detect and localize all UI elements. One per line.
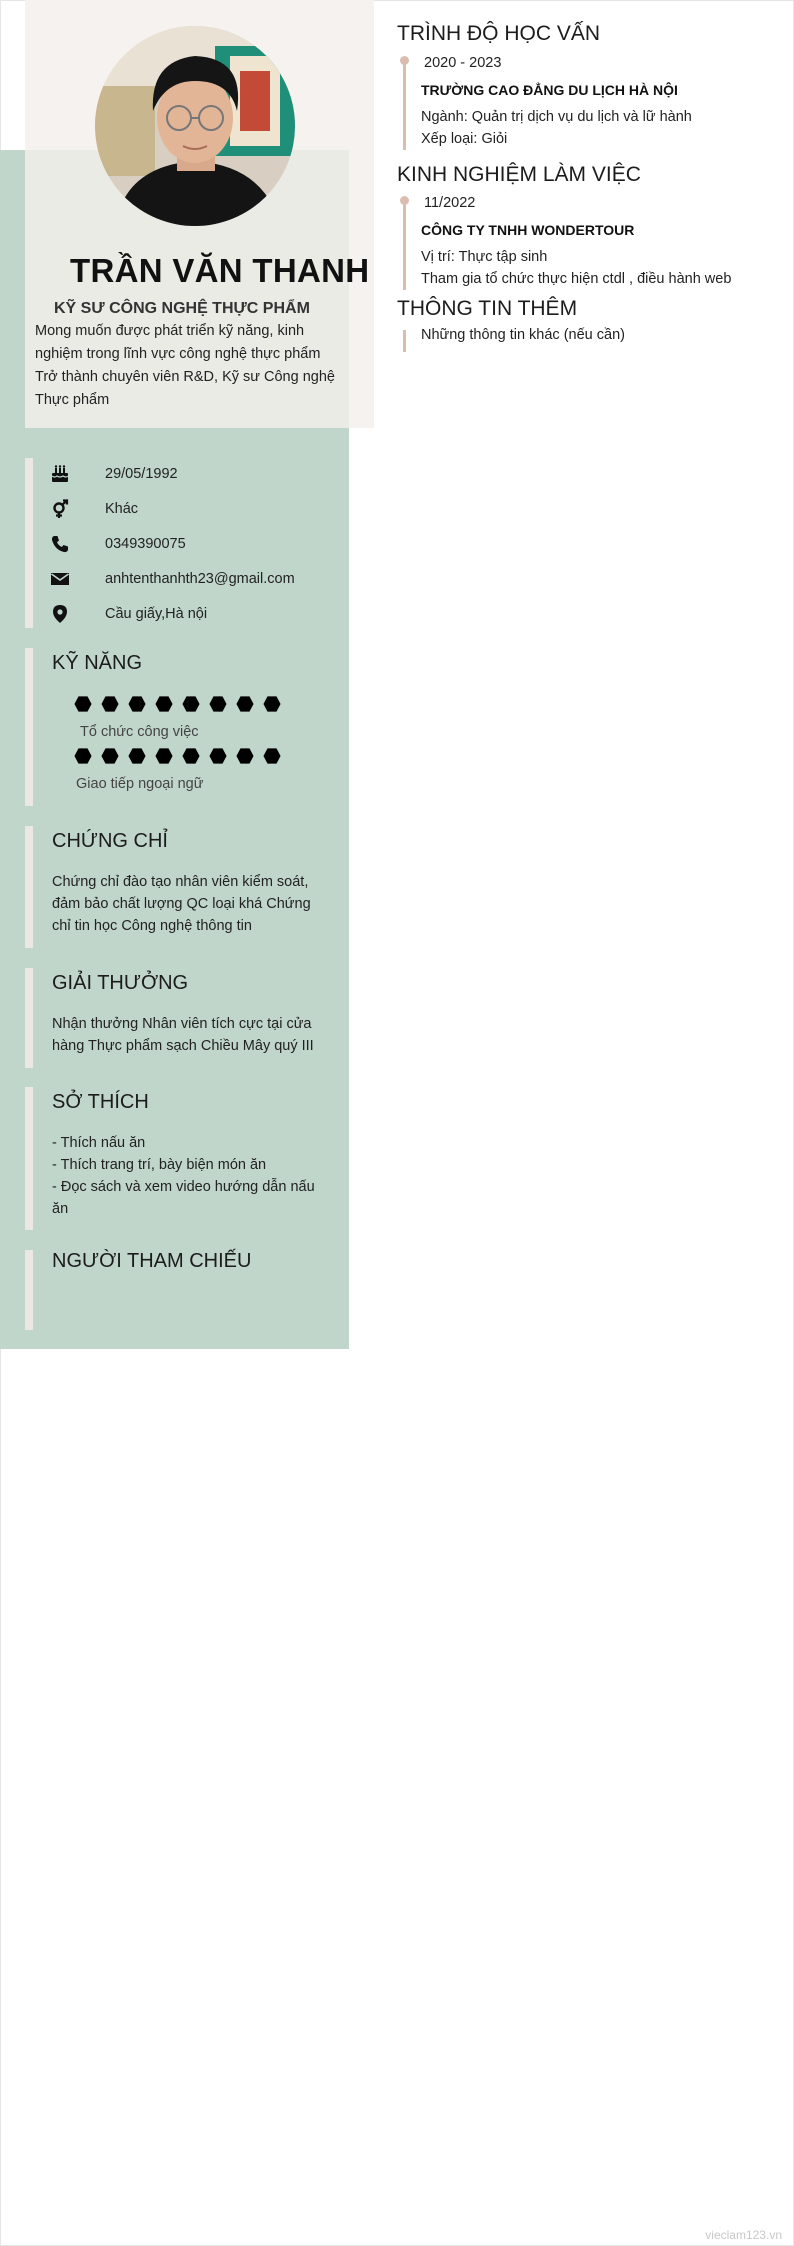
candidate-name: TRẦN VĂN THANH: [70, 252, 370, 289]
location-pin-icon: [50, 604, 70, 624]
additional-text: Những thông tin khác (nếu cần): [421, 327, 625, 343]
contact-section: [25, 458, 325, 628]
rating-hexagon: [263, 747, 281, 765]
hobbies-section: [25, 1087, 325, 1230]
awards-title: GIẢI THƯỞNG: [52, 972, 189, 994]
education-school: TRƯỜNG CAO ĐẲNG DU LỊCH HÀ NỘI: [421, 82, 678, 98]
section-bar: [25, 648, 33, 806]
references-title: NGƯỜI THAM CHIẾU: [52, 1250, 252, 1272]
rating-hexagon: [128, 695, 146, 713]
rating-hexagon: [155, 747, 173, 765]
education-major: Ngành: Quản trị dịch vụ du lịch và lữ hành: [421, 109, 692, 125]
timeline-line: [403, 198, 406, 290]
rating-hexagon: [128, 747, 146, 765]
career-objective: Mong muốn được phát triển kỹ năng, kinh nghiệm trong lĩnh vực công nghệ thực phẩm Trở thành chuyên viên R&D, Kỹ sư Công nghệ Thực phẩm: [35, 323, 335, 408]
phone-row: [50, 532, 186, 556]
hobby-item: - Thích trang trí, bày biện món ăn: [52, 1157, 267, 1173]
email-row: [50, 567, 295, 591]
rating-hexagon: [74, 747, 92, 765]
experience-company: CÔNG TY TNHH WONDERTOUR: [421, 222, 635, 238]
mail-icon: [50, 569, 70, 589]
experience-duty: Tham gia tổ chức thực hiện ctdl , điều hành web: [421, 271, 732, 287]
phone-text: 0349390075: [105, 536, 186, 552]
certificates-title: CHỨNG CHỈ: [52, 830, 168, 852]
skill-rating-2: [74, 747, 281, 765]
experience-period: 11/2022: [424, 195, 476, 211]
section-bar: [25, 968, 33, 1068]
education-grade: Xếp loại: Giỏi: [421, 131, 508, 147]
timeline-dot: [400, 56, 409, 65]
avatar: [95, 26, 295, 226]
rating-hexagon: [182, 747, 200, 765]
skill-label-2: Giao tiếp ngoại ngữ: [76, 776, 204, 792]
skill-label-1: Tổ chức công việc: [80, 724, 199, 740]
birthday-row: [50, 462, 178, 486]
rating-hexagon: [209, 747, 227, 765]
education-title: TRÌNH ĐỘ HỌC VẤN: [397, 22, 601, 45]
timeline-dot: [400, 196, 409, 205]
gender-icon: [50, 499, 70, 519]
gender-text: Khác: [105, 501, 139, 517]
hobbies-text: [52, 1132, 322, 1220]
rating-hexagon: [263, 695, 281, 713]
rating-hexagon: [101, 695, 119, 713]
additional-title: THÔNG TIN THÊM: [397, 297, 578, 320]
hobby-item: - Thích nấu ăn: [52, 1135, 146, 1151]
skills-title: KỸ NĂNG: [52, 652, 143, 674]
rating-hexagon: [236, 695, 254, 713]
hobby-item: - Đọc sách và xem video hướng dẫn nấu ăn: [52, 1179, 315, 1217]
address-row: [50, 602, 208, 626]
timeline-line: [403, 330, 406, 352]
rating-hexagon: [155, 695, 173, 713]
certificates-section: [25, 826, 325, 948]
gender-row: [50, 497, 139, 521]
awards-text: Nhận thưởng Nhân viên tích cực tại cửa hàng Thực phẩm sạch Chiều Mây quý III: [52, 1016, 314, 1054]
footer-watermark: vieclam123.vn: [705, 2228, 782, 2242]
timeline-line: [403, 58, 406, 150]
section-bar: [25, 458, 33, 628]
education-period: 2020 - 2023: [424, 55, 502, 71]
certificates-text: Chứng chỉ đào tạo nhân viên kiểm soát, đảm bảo chất lượng QC loại khá Chứng chỉ tin học Công nghệ thông tin: [52, 874, 311, 934]
experience-title: KINH NGHIỆM LÀM VIỆC: [397, 163, 641, 186]
email-text: anhtenthanhth23@gmail.com: [105, 571, 295, 587]
birthday-text: 29/05/1992: [105, 466, 178, 482]
section-bar: [25, 826, 33, 948]
avatar-photo: [95, 26, 295, 226]
cake-icon: [50, 464, 70, 484]
awards-section: [25, 968, 325, 1068]
rating-hexagon: [101, 747, 119, 765]
rating-hexagon: [236, 747, 254, 765]
rating-hexagon: [182, 695, 200, 713]
references-section: [25, 1250, 325, 1330]
section-bar: [25, 1087, 33, 1230]
address-text: Cầu giấy,Hà nội: [105, 606, 208, 622]
phone-icon: [50, 534, 70, 554]
skill-rating-1: [74, 695, 281, 713]
rating-hexagon: [74, 695, 92, 713]
job-title: KỸ SƯ CÔNG NGHỆ THỰC PHẨM: [54, 300, 310, 317]
hobbies-title: SỞ THÍCH: [52, 1091, 149, 1113]
rating-hexagon: [209, 695, 227, 713]
section-bar: [25, 1250, 33, 1330]
experience-position: Vị trí: Thực tập sinh: [421, 249, 548, 265]
